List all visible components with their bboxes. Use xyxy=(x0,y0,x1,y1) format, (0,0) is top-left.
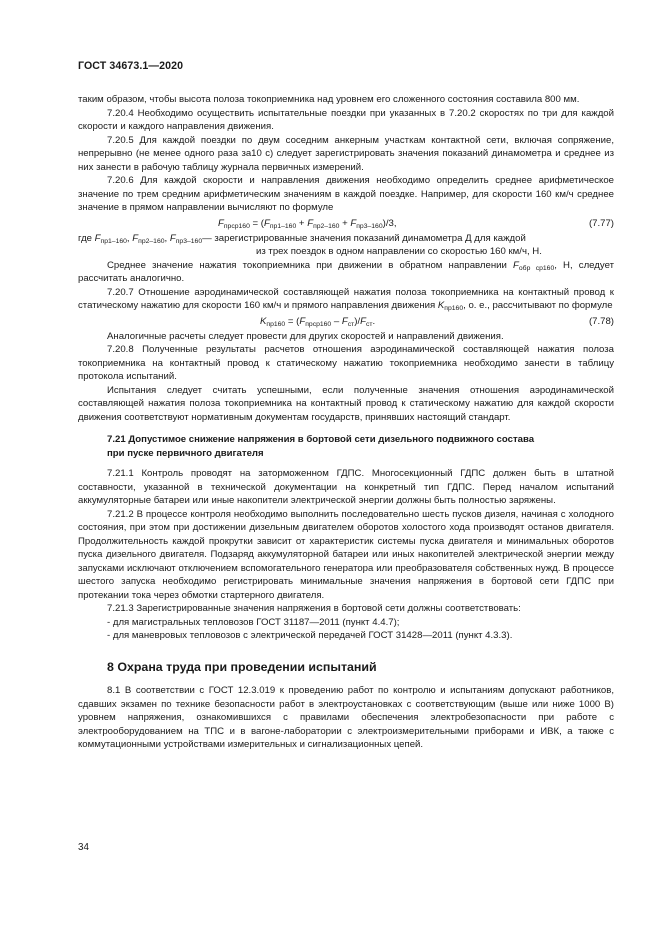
list-item-mainline-locomotives: - для магистральных тепловозов ГОСТ 31187—2011 (пункт 4.4.7); xyxy=(107,616,400,628)
formula-7-77-expression: $F_{прср160} = (F_{пр1-160} + F_{пр2-160} + F_{пр3-160})/3$, xyxy=(218,217,397,230)
paragraph-7-21-1: 7.21.1 Контроль проводят на заторможенном ГДПС. Многосекционный ГДПС должен быть в штатной составности, указанной в технической документации на конкретный тип ГДПС. Перед началом испытаний аккумуляторные батареи или иные накопители электрической энергии должны быть полностью заряжены. xyxy=(78,468,614,506)
paragraph-7-21-2: 7.21.2 В процессе контроля необходимо выполнить последовательно шесть пусков дизеля, начиная с холодного состояния, при этом при достижении дизельным двигателем оборотов холостого хода производят останов двигателя. Продолжительность каждой прокрутки зависит от характеристик системы пуска двигателя и минимальных оборотов пуска дизельного двигателя. Подзаряд аккумуляторной батареи или иных накопителей электрической энергии между запусками исключают отключением вспомогательного генератора или преобразователя собственных нужд. В процессе шестого запуска необходимо регистрировать минимальные значения напряжения в бортовой сети ГДПС при протекании тока через обмотки стартерного двигателя. xyxy=(78,508,614,601)
where-description-line2: из трех поездок в одном направлении со скоростью 160 км/ч, Н. xyxy=(256,246,542,257)
paragraph-continuation: таким образом, чтобы высота полоза токоприемника над уровнем его сложенного состояния составила 800 мм. xyxy=(78,94,580,105)
formula-7-77-number: (7.77) xyxy=(588,217,614,229)
formula-7-77 xyxy=(78,217,614,231)
formula-7-78-expression: $K_{пр160} = (F_{прср160} - F_{ст})/F_{ст}$. xyxy=(260,315,376,328)
paragraph-7-20-4: 7.20.4 Необходимо осуществить испытательные поездки при указанных в 7.20.2 скоростях по три для каждой скорости и каждого направления движения. xyxy=(78,107,614,132)
paragraph-7-20-5: 7.20.5 Для каждой поездки по двум соседним анкерным участкам контактной сети, включая сопряжение, непрерывно (не менее одного раза за10 с) следует зарегистрировать значения показаний динамометра и среднее из них занести в рабочую таблицу журнала первичных измерений. xyxy=(78,134,614,173)
paragraph-7-20-8: 7.20.8 Полученные результаты расчетов отношения аэродинамической составляющей нажатия полоза токоприемника на контактный провод к статическому нажатию токоприемника необходимо занести в таблицу протокола испытаний. xyxy=(78,344,614,382)
formula-7-78 xyxy=(78,315,614,329)
paragraph-7-20-6: 7.20.6 Для каждой скорости и направления движения необходимо определить среднее арифметическое значение по трем средним арифметическим значениям в каждой поездке. Например, для скорости 160 км/ч среднее значение в прямом направлении вычисляют по формуле xyxy=(78,175,614,213)
list-item-shunting-locomotives: - для маневровых тепловозов с электрической передачей ГОСТ 31428—2011 (пункт 4.3.3). xyxy=(107,630,513,641)
paragraph-7-20-7: 7.20.7 Отношение аэродинамической составляющей нажатия полоза токоприемника на контактный провод к статическому нажатию для скорости 160 км/ч и прямого направления движения $K_{пр160}$, о. е., рассчитывают по формуле xyxy=(78,286,614,312)
section-heading-7-21: 7.21 Допустимое снижение напряжения в бортовой сети дизельного подвижного состава xyxy=(107,434,535,445)
paragraph-7-21-3: 7.21.3 Зарегистрированные значения напряжения в бортовой сети должны соответствовать: xyxy=(107,603,521,614)
paragraph-reverse-direction: Среднее значение нажатия токоприемника при движении в обратном направлении $F_{обр ср160}$, Н, следует рассчитать аналогично. xyxy=(78,259,614,284)
section-heading-7-21-continuation: при пуске первичного двигателя xyxy=(107,447,264,459)
paragraph-test-success: Испытания следует считать успешными, если полученные значения отношения аэродинамической составляющей нажатия полоза токоприемника на контактный провод к статическому нажатию для каждой скорости движения соответствуют нормативным документам государств, принявших настоящий стандарт. xyxy=(78,384,614,423)
formula-7-78-number: (7.78) xyxy=(588,315,614,327)
page-content xyxy=(78,93,614,752)
formula-7-77-where-clause xyxy=(78,232,614,246)
where-description-line1: — зарегистрированные значения показаний динамометра Д для каждой xyxy=(202,232,526,244)
section-heading-8: 8 Охрана труда при проведении испытаний xyxy=(107,659,377,674)
where-symbols: где $F_{пр1-160}$, $F_{пр2-160}$, $F_{пр3-160}$ xyxy=(78,232,203,245)
page-number: 34 xyxy=(78,842,89,853)
page-header-standard: ГОСТ 34673.1—2020 xyxy=(78,60,184,72)
paragraph-8-1: 8.1 В соответствии с ГОСТ 12.3.019 к проведению работ по контролю и испытаниям допускают работников, сдавших экзамен по технике безопасности работ в электроустановках с соответствующим (выше или ниже 1000 В) уровнем напряжения, ознакомившихся с правилами обеспечения электробезопасности при работе с электрооборудованием на ТПС и в вагоне-лаборатории с электроизмерительными приборами и ИВК, а также с коммутационными устройствами измерительных и сигнализационных цепей. xyxy=(78,685,614,750)
paragraph-analogous-calculations: Аналогичные расчеты следует провести для других скоростей и направлений движения. xyxy=(107,330,504,342)
